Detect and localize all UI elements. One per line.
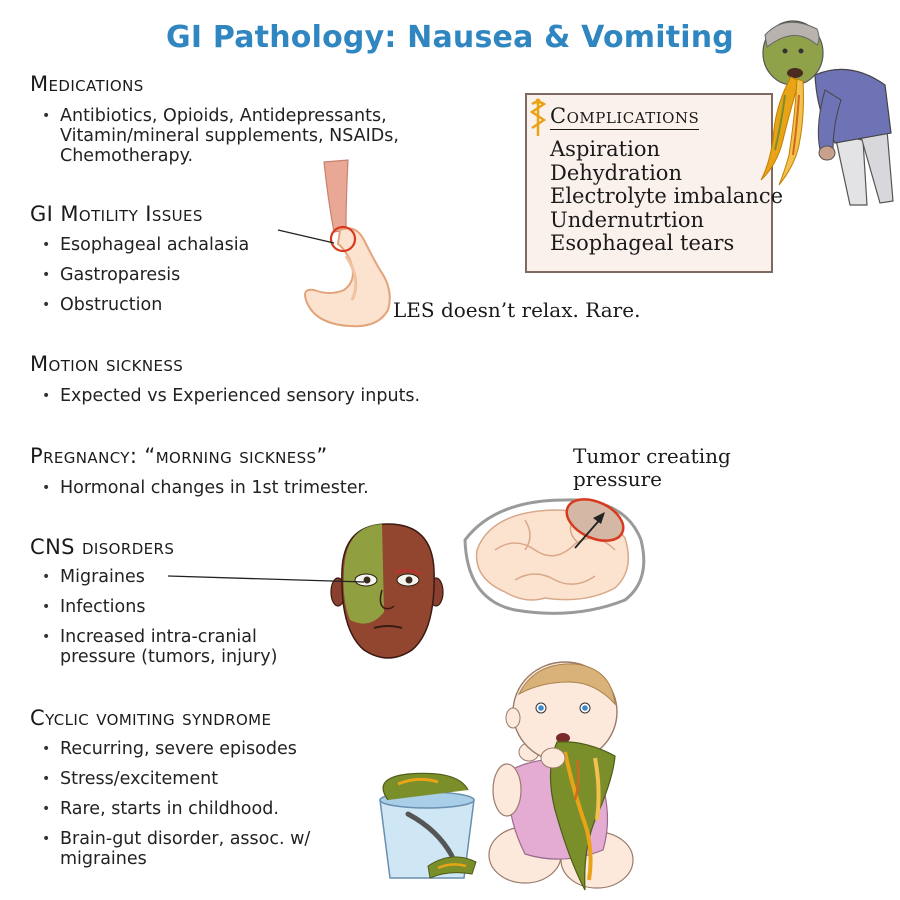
list-item: • Increased intra-cranial pressure (tumors, injury)	[30, 627, 320, 667]
list-item: • Migraines	[30, 567, 320, 587]
gi-motility-heading: GI Motility Issues	[30, 202, 203, 226]
tumor-annotation-line1: Tumor creating	[573, 444, 731, 468]
tumor-annotation-line2: pressure	[573, 467, 663, 491]
bucket-illustration	[368, 770, 483, 885]
list-item: • Stress/excitement	[30, 769, 330, 789]
list-item: Undernutrtion	[550, 207, 704, 232]
motion-sickness-list	[30, 386, 510, 416]
vomiting-man-illustration	[755, 15, 895, 210]
list-item: Electrolyte imbalance	[550, 184, 784, 208]
list-item: • Expected vs Experienced sensory inputs.	[30, 386, 510, 406]
list-item: • Infections	[30, 597, 320, 617]
migraine-pointer-line	[168, 570, 368, 590]
list-item: Dehydration	[550, 160, 682, 185]
caduceus-icon	[528, 98, 548, 138]
list-item: • Esophageal achalasia	[30, 235, 290, 255]
brain-illustration	[455, 480, 655, 625]
list-item: • Hormonal changes in 1st trimester.	[30, 478, 450, 498]
vomiting-baby-illustration	[485, 660, 655, 895]
list-item: • Rare, starts in childhood.	[30, 799, 330, 819]
page-title: GI Pathology: Nausea & Vomiting	[166, 20, 734, 55]
motion-sickness-heading: Motion sickness	[30, 352, 184, 376]
complications-heading: Complications	[550, 104, 700, 128]
list-item: • Obstruction	[30, 295, 290, 315]
cyclic-heading: Cyclic vomiting syndrome	[30, 706, 272, 730]
pregnancy-heading: Pregnancy: “morning sickness”	[30, 444, 328, 468]
complications-list	[550, 138, 783, 256]
les-annotation: LES doesn’t relax. Rare.	[393, 298, 641, 322]
list-item: • Recurring, severe episodes	[30, 739, 330, 759]
cns-heading: CNS disorders	[30, 535, 175, 559]
list-item: • Gastroparesis	[30, 265, 290, 285]
migraine-head-illustration	[330, 520, 445, 665]
list-item: • Brain-gut disorder, assoc. w/ migraines	[30, 829, 330, 869]
list-item: • Antibiotics, Opioids, Antidepressants, Vitamin/mineral supplements, NSAIDs, Chemotherapy.	[30, 106, 460, 166]
cyclic-list	[30, 739, 330, 869]
list-item: Esophageal tears	[550, 231, 735, 255]
pregnancy-list	[30, 478, 450, 508]
pointer-line	[278, 228, 348, 258]
list-item: Aspiration	[550, 137, 660, 161]
medications-heading: Medications	[30, 72, 144, 96]
gi-motility-list	[30, 235, 290, 325]
